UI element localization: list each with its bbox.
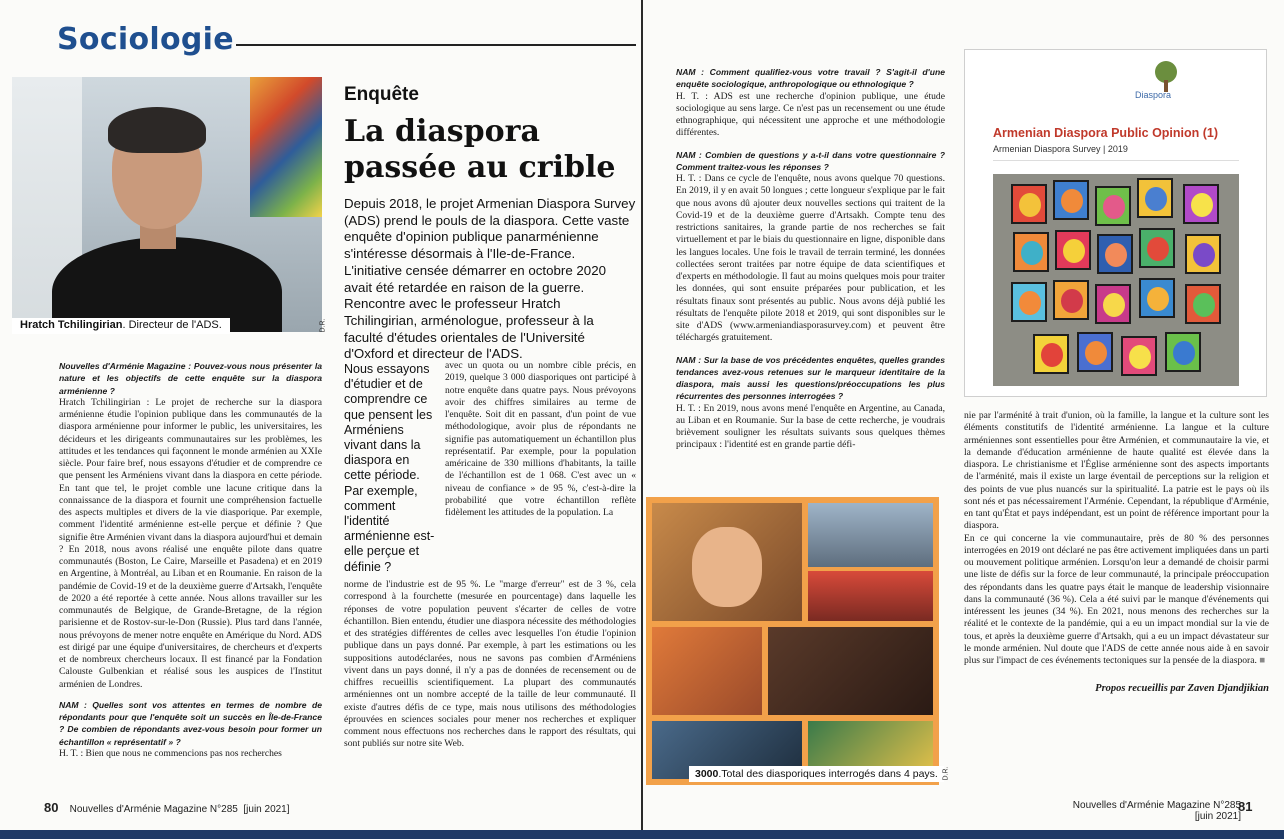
article-kicker: Enquête [344,84,419,105]
art-face [1041,343,1063,367]
art-face [1105,243,1127,267]
bottom-frame [0,830,1284,839]
page-number-left: 80 [44,800,59,815]
collage-photo-flag [808,571,933,621]
art-face [1061,189,1083,213]
art-face [1193,293,1215,317]
art-tile [1165,332,1201,372]
column-1 [59,360,322,760]
right-column-3-text-2: En ce qui concerne la vie communautaire, près de 80 % des personnes interrogées en 2019 ont déclaré ne pas être activement impliquées dans un parti ou mouvement politique arménien. Lorsqu'on leur a demandé de choisir parmi une liste de défis sur la force de leur communauté, la principale préoccupation des répondants dans les quatre pays était le manque de leadership visionnaire dans la communauté (36 %). Cela a été suivi par le manque d'événements qui intéressent les jeunes (34 %). En 2021, nous menons des recherches sur la réalité et le contexte de la pandémie, qui a eu un impact mondial sur la vie de tous, et après la deuxième guerre d'Artsakh, qui a eu un impact dévastateur sur le monde arménien. Nul doute que l'ADS de cette année nous aide à en savoir plus sur l'impact de ces événements tectoniques sur la pensée de la diaspora. ■ [964,532,1269,666]
left-page [0,0,641,830]
column-bottom: norme de l'industrie est de 95 %. Le "marge d'erreur" est de 3 %, cela correspond à la fourchette (mesurée en pourcentage) dans laquelle les réponses de votre population peuvent s'écarter de celles de votre échantillon. Bien entendu, étudier une diaspora nécessite des méthodologies et des stratégies différentes de celles avec lesquelles l'on étudie l'opinion publique dans un pays donné. Par exemple, à part les estimations ou les suppositions autodéclarées, nous ne savons pas combien d'Arméniens vivent dans un pays donné, il n'y a pas de données de recensement ou de chiffres recueillis scientifiquement. La plupart des communautés arméniennes ont un nombre accepté de la taille de leur communauté. Il existe d'autres défis de ce type, mais nous utilisons des méthodologies éprouvées en sciences sociales pour mener nos recherches et expliquer comment nous effectuons nos recherches dans le rapport des résultats, qui sont publiés sur notre site Web. [344,579,636,750]
collage-photo-monument [808,503,933,567]
pull-quote: Nous essayons d'étudier et de comprendre ce que pensent les Arméniens vivant dans la diaspora en cette période. Par exemple, comment l'identité arménienne est-elle perçue et définie ? [344,362,435,574]
right-answer-3: H. T. : En 2019, nous avons mené l'enquête en Argentine, au Canada, au Liban et en Roumanie. Sur la base de cette recherche, je voudrais brièvement souligner les résultats suivants sous quelques thèmes principaux : l'identité est en grande partie défi- [676,402,945,451]
collage-caption-text: .Total des diasporiques interrogés dans 4 pays. [718,768,938,780]
art-tile [1095,186,1131,226]
art-face [1129,345,1151,369]
art-tile [1011,184,1047,224]
question-1: Nouvelles d'Arménie Magazine : Pouvez-vous nous présenter la nature et les objectifs de cette enquête sur la diaspora arménienne ? [59,361,322,396]
art-tile [1011,282,1047,322]
art-tile [1139,228,1175,268]
art-tile [1077,332,1113,372]
right-page [643,0,1284,830]
art-face [1191,193,1213,217]
answer-1: Hratch Tchilingirian : Le projet de recherche sur la diaspora arménienne étudie l'opinion publique dans les communautés de la diaspora arménienne pour informer le public, les universitaires, les décideurs et les dirigeants communautaires sur les problèmes, les attitudes et les tendances qui façonnent le monde arménien au XXIe siècle. Pour faire bref, nous essayons d'étudier et de comprendre ce que pensent les Arméniens vivant dans la diaspora en cette période. En tant que tel, le projet comble une lacune critique dans la connaissance de la diaspora et fournit une compréhension factuelle des aspects multiples et divers de la vie diasporique. Par exemple, comment l'identité arménienne est-elle perçue et définie ? Que signifie être Arménien vivant dans la diaspora aujourd'hui et demain ? En 2018, nous avons réalisé une enquête pilote dans quatre communautés (Boston, Le Caire, Marseille et Pasadena) et en 2019 en Argentine, à Montréal, au Liban et en Roumanie. En raison de la pandémie de Covid-19 et de la deuxième guerre d'Artsakh, l'enquête de 2020 a été reportée à cette année. Nous allons travailler sur les communautés de Belgique, de Grande-Bretagne, de la région parisienne et de Rostov-sur-le-Don (Russie). Plus tard dans l'année, nous prévoyons de mener notre enquête en Amérique du Nord. ADS est dirigé par une équipe d'universitaires, de chercheurs et d'experts et de nombreux chercheurs locaux. Il est financé par la Fondation Calouste Gulbenkian et réalisé sous les auspices de l'Institut arménien de Londres. [59,396,322,690]
collage-photo-pastries [652,627,762,715]
photo-credit: D.R. [319,318,327,333]
art-tile [1137,178,1173,218]
collage-child-face [692,527,762,607]
art-tile [1033,334,1069,374]
right-column-3-text: nie par l'arménité à trait d'union, où la famille, la langue et la culture sont les éléments constitutifs de l'identité arménienne. La langue et la culture arméniennes sont essentielles pour être Arménien, et communautaire la vie, et la demande d'éducation arménienne de haute qualité est élevée dans la diaspora. Le christianisme et l'Église arménienne sont des aspects importants de l'arménité, mais il existe un large éventail de perceptions sur la religion et des points de vue plus nuancés sur la spiritualité. La patrie est le pays où ils sont nés et pas nécessairement l'Arménie. Cependant, la république d'Arménie, en tant qu'État et pays indépendant, est un point de référence important pour la diaspora. [964,410,1269,532]
column-3: avec un quota ou un nombre cible précis, en 2019, quelque 3 000 diasporiques ont participé à notre enquête dans quatre pays. Nous prévoyons avoir des chiffres similaires au terme de l'enquête. Soit dit en passant, d'un point de vue méthodologique, avoir plus de répondants ne signifie pas automatiquement un échantillon plus représentatif. Par exemple, pour la population américaine de 330 millions d'habitants, la taille de l'échantillon est de 1 068. C'est avec un « niveau de confiance » de 95 %, c'est-à-dire la probabilité que votre échantillon reflète fidèlement les attitudes de la population. La [445,360,636,518]
art-face [1147,287,1169,311]
art-tile [1185,284,1221,324]
collage-caption-number: 3000 [695,768,719,780]
magazine-name-right: Nouvelles d'Arménie Magazine N°285 [1072,800,1241,811]
art-face [1147,237,1169,261]
right-column-3 [964,410,1269,696]
art-tile [1185,234,1221,274]
art-tile [1053,180,1089,220]
photo-hair [108,107,206,153]
art-tile [1097,234,1133,274]
art-face [1019,291,1041,315]
answer-2-start: H. T. : Bien que nous ne commencions pas nos recherches [59,747,282,759]
cover-subtitle: Armenian Diaspora Survey | 2019 [993,144,1128,154]
photo-caption [12,318,230,334]
right-question-3: NAM : Sur la base de vos précédentes enquêtes, quelles grandes tendances avez-vous retenues sur le marqueur identitaire de la diaspora, mais aussi les questions/préoccupations les plus récurrentes des personnes interrogées ? [676,354,945,402]
art-face [1021,241,1043,265]
art-face [1061,289,1083,313]
tree-logo-icon [1151,60,1181,94]
cover-title: Armenian Diaspora Public Opinion (1) [993,126,1219,140]
art-face [1145,187,1167,211]
caption-role: . Directeur de l'ADS. [122,319,222,331]
end-mark: ■ [1259,655,1266,666]
art-face [1173,341,1195,365]
folio-right: Nouvelles d'Arménie Magazine N°285 [juin 2021] [1072,800,1241,822]
caption-name: Hratch Tchilingirian [20,319,123,331]
photo-artwork [250,77,322,217]
art-face [1063,239,1085,263]
art-tile [1139,278,1175,318]
right-question-2: NAM : Combien de questions y a-t-il dans votre questionnaire ? Comment traitez-vous les réponses ? [676,149,945,172]
right-column-1 [676,66,945,452]
section-rule [236,44,636,46]
photo-collage [646,497,939,785]
report-cover [964,49,1267,397]
right-answer-1: H. T. : ADS est une recherche d'opinion publique, une étude sociologique au sens large. Ce n'est pas un recensement ou une étude ethnographique, qui nécessitent une approche et une méthodologie différentes. [676,90,945,139]
article-chapo: Depuis 2018, le projet Armenian Diaspora Survey (ADS) prend le pouls de la diaspora. Cette vaste enquête d'opinion publique panarménienne s'intéresse désormais à l'Ile-de-France. L'initiative censée démarrer en octobre 2020 avait été retardée en raison de la guerre. Rencontre avec le professeur Hratch Tchilingirian, arménologue, professeur à la faculté d'études orientales de l'Université d'Oxford et directeur de l'ADS. [344,196,636,362]
collage-caption [689,766,944,782]
art-tile [1095,284,1131,324]
question-2: NAM : Quelles sont vos attentes en termes de nombre de répondants pour que l'enquête soit un succès en Île-de-France ? De combien de répondants avez-vous besoin pour former un échantillon « représentatif » ? [59,699,322,747]
art-face [1019,193,1041,217]
folio-left: 80 Nouvelles d'Arménie Magazine N°285 [juin 2021] [44,800,290,815]
art-face [1193,243,1215,267]
issue-date-left: juin 2021 [246,804,287,815]
section-title: Sociologie [57,22,234,57]
art-tile [1013,232,1049,272]
art-tile [1055,230,1091,270]
article-headline: La diaspora passée au crible [344,114,616,185]
art-face [1085,341,1107,365]
art-tile [1053,280,1089,320]
art-tile [1121,336,1157,376]
right-answer-2: H. T. : Dans ce cycle de l'enquête, nous avons quelque 70 questions. En 2019, il y en avait 50 longues ; cette longueur s'explique par le fait que nous avons dû ajouter deux nouvelles sections qui traitent de la Covid-19 et de la deuxième guerre d'Artsakh. Compte tenu des restrictions sanitaires, la grande partie de nos recherches se fait virtuellement et par le biais du questionnaire en ligne, disponible dans les langues locales. Une fois le travail de terrain terminé, les données collectées seront traitées par notre équipe de data scientifiques et d'experts en méthodologie. Il faut au moins quelques mois pour traiter les données, qui sont ensuite préparées pour publication, et les résultats finaux sont présentés au public. Nous avons déjà publié les résultats de l'enquête pilote 2018 et 2019, qui sont disponibles sur le site d'ADS (www.armeniandiasporasurvey.com) et peuvent être téléchargés gratuitement. [676,173,945,344]
portrait-photo [12,77,322,332]
right-question-1: NAM : Comment qualifiez-vous votre travail ? S'agit-il d'une enquête sociologique, anthropologique ou ethnologique ? [676,67,945,90]
cover-separator [993,160,1239,161]
art-tile [1183,184,1219,224]
collage-photo-caps [768,627,933,715]
collage-credit: D.R. [942,766,950,781]
art-face [1103,195,1125,219]
magazine-name-left: Nouvelles d'Arménie Magazine N°285 [69,804,238,815]
issue-date-right: juin 2021 [1197,811,1239,822]
byline: Propos recueillis par Zaven Djandjikian [1095,683,1269,695]
cover-artwork [993,174,1239,386]
cover-logo-text: Diaspora [1135,90,1172,100]
art-face [1103,293,1125,317]
page-number-right: 81 [1238,799,1253,814]
